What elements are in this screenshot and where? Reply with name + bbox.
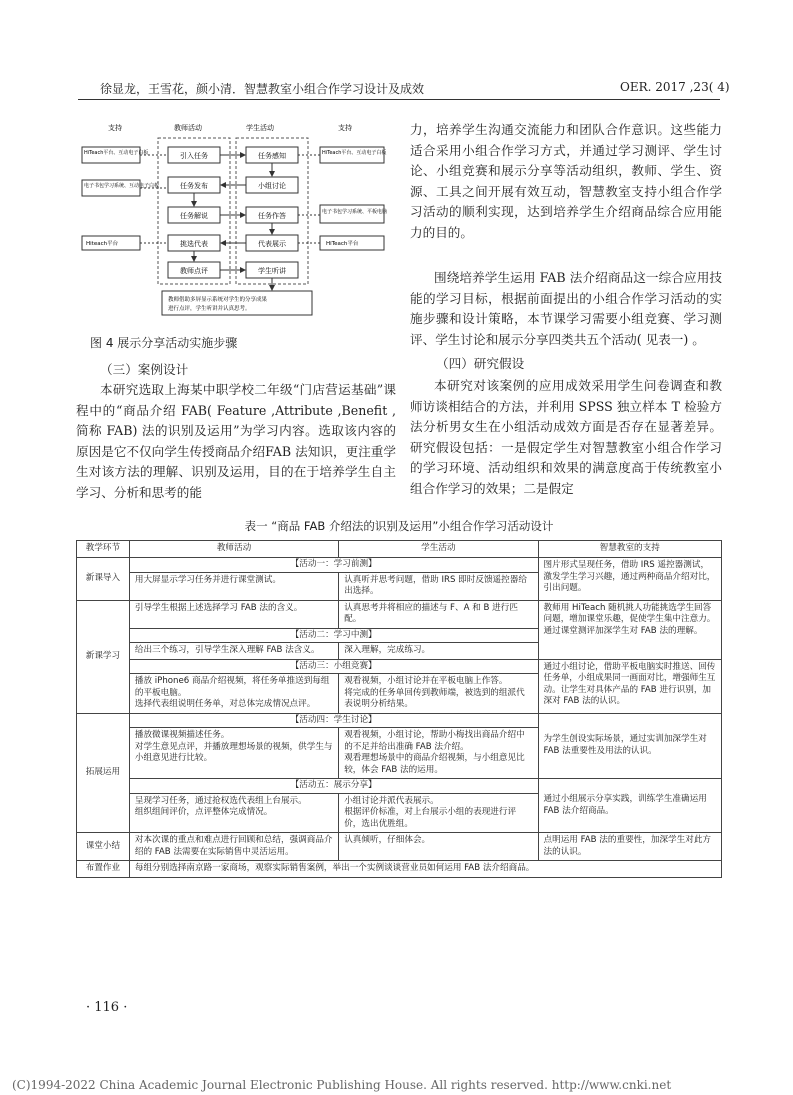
fig-col-label: 支持 [108,124,122,132]
teacher-step: 任务解说 [180,212,208,220]
body-paragraph: 本研究选取上海某中职学校二年级“门店营运基础”课程中的“商品介绍 FAB( Feature ,Attribute ,Benefit ,简称 FAB) 法的识别及运用”为学习内容。选取该内容的原因是它不仅向学生传授商品介绍FAB 法知识，更注重学生对该方法的理解、识别及运用，目的在于培养学生自主学习、分析和思考的能 [76,382,396,500]
section-heading: （三）案例设计 [100,362,189,377]
left-support-connectors [140,155,168,243]
fig-col-label: 学生活动 [246,124,274,132]
copyright-footer: (C)1994-2022 China Academic Journal Electronic Publishing House. All rights reserved. http://www.cnki.net [12,1078,672,1092]
student-step: 任务作答 [258,212,286,220]
activity-label: 【活动四：学生讨论】 [129,713,538,728]
running-header-journal: OER. 2017 ,23( 4) [620,80,730,94]
activity-label: 【活动二：学习中测】 [129,628,538,643]
activity-label: 【活动五：展示分享】 [129,779,538,794]
stage-cell: 布置作业 [77,861,130,878]
section-heading: （四）研究假设 [436,356,525,371]
right-support: HiTeach平台 [326,241,359,247]
homework-cell: 每组分别选择南京路一家商场，观察实际销售案例，举出一个实例谈谈营业员如何运用 FAB 法介绍商品。 [129,861,721,878]
left-support: Hiteach平台 [86,241,119,247]
teacher-step: 引入任务 [180,152,208,160]
support-cell: 图片形式呈现任务，借助 IRS 遥控器测试，激发学生学习兴趣，通过两种商品介绍对比，引出问题。 [538,558,721,601]
support-cell: 通过小组讨论，借助平板电脑实时推送、回传任务单，小组成果同一画面对比，增强师生互动。让学生对具体产品的 FAB 进行识别，加深对 FAB 法的认识。 [538,659,721,713]
stage-cell: 新课导入 [77,558,130,601]
teacher-step: 教师点评 [180,267,208,275]
table-header: 教师活动 [129,541,338,558]
student-cell: 观看视频，小组讨论，帮助小梅找出商品介绍中的不足并给出准确 FAB 法介绍。 观看理想场景中的商品介绍视频，与小组意见比较，体会 FAB 法的运用。 [339,728,538,779]
fig-col-label: 教师活动 [174,124,202,132]
teacher-step: 任务发布 [180,182,208,190]
body-paragraph: 围绕培养学生运用 FAB 法介绍商品这一综合应用技能的学习目标，根据前面提出的小组合作学习活动的实施步骤和设计策略，本节课学习需要小组竞赛、学习测评、学生讨论和展示分享四类共五个活动( 见表一) 。 [410,270,722,347]
support-cell: 教师用 HiTeach 随机挑人功能挑选学生回答问题，增加课堂乐趣，促使学生集中注意力。 通过课堂测评加深学生对 FAB 法的理解。 [538,600,721,659]
student-cell: 认真思考并将相应的描述与 F、A 和 B 进行匹配。 [339,600,538,628]
table-header: 学生活动 [339,541,538,558]
left-support: 电子书包学习系统、互动电子白板 [84,183,160,189]
teacher-cell: 用大屏显示学习任务并进行课堂测试。 [129,572,338,600]
activity-label: 【活动三：小组竞赛】 [129,659,538,674]
teacher-cell: 引导学生根据上述选择学习 FAB 法的含义。 [129,600,338,628]
body-paragraph: 力，培养学生沟通交流能力和团队合作意识。这些能力适合采用小组合作学习方式，并通过学习测评、学生讨论、小组竞赛和展示分享等活动组织，教师、学生、资源、工具之间开展有效互动，智慧教室支持小组合作学习活动的顺利实现，达到培养学生介绍商品综合应用能力的目的。 [410,122,722,240]
table-title: 表一 “商品 FAB 介绍法的识别及运用”小组合作学习活动设计 [244,519,554,533]
activity-label: 【活动一：学习前测】 [129,558,538,573]
activity-design-table [76,540,722,878]
student-step: 代表展示 [258,240,286,248]
figure-caption: 图 4 展示分享活动实施步骤 [90,336,238,350]
teacher-cell: 给出三个练习，引导学生深入理解 FAB 法含义。 [129,643,338,660]
student-cell: 认真倾听，仔细体会。 [339,833,538,861]
header-rule [78,99,720,100]
table-header-row [77,541,722,558]
page-number: · 116 · [86,1000,128,1015]
support-cell: 为学生创设实际场景，通过实训加深学生对 FAB 法重要性及用法的认识。 [538,713,721,779]
student-step: 任务感知 [258,152,286,160]
student-step: 学生听讲 [258,267,286,275]
teacher-cell: 呈现学习任务，通过抢权选代表组上台展示。 组织组间评价，点评整体完成情况。 [129,793,338,833]
teacher-cell: 播放 iPhone6 商品介绍视频，将任务单推送到每组的平板电脑。 选择代表组说明任务单，对总体完成情况点评。 [129,674,338,714]
bottom-note: 教师借助多屏显示系统对学生的分享成果 [168,297,268,303]
stage-cell: 课堂小结 [77,833,130,861]
figure-4-flowchart [76,120,396,320]
flowchart-svg [76,120,396,320]
right-support-connectors [298,155,320,243]
running-header-authors: 徐显龙，王雪花，颜小清．智慧教室小组合作学习设计及成效 [100,82,425,96]
fig-col-label: 支持 [338,124,352,132]
body-paragraph: 本研究对该案例的应用成效采用学生问卷调查和教师访谈相结合的方法，并利用 SPSS 独立样本 T 检验方法分析男女生在小组活动成效方面是否存在显著差异。研究假设包括：一是假定学生对智慧教室小组合作学习的学习环境、活动组织和效果的满意度高于传统教室小组合作学习的效果；二是假定 [410,378,722,496]
student-cell: 认真听并思考问题，借助 IRS 即时反馈遥控器给出选择。 [339,572,538,600]
teacher-cell: 对本次课的重点和难点进行回顾和总结，强调商品介绍的 FAB 法需要在实际销售中灵活运用。 [129,833,338,861]
support-cell: 通过小组展示分享实践，训练学生准确运用 FAB 法介绍商品。 [538,779,721,833]
left-support: HiTeach平台、互动电子白板 [84,150,149,156]
table-header: 智慧教室的支持 [538,541,721,558]
student-step: 小组讨论 [258,182,286,190]
student-cell: 小组讨论并派代表展示。 根据评价标准，对上台展示小组的表现进行评价，选出优胜组。 [339,793,538,833]
bottom-note: 进行点评，学生听讲并认真思考。 [168,306,251,312]
stage-cell: 拓展运用 [77,713,130,833]
stage-cell: 新课学习 [77,600,130,713]
teacher-cell: 播放微课视频描述任务。 对学生意见点评，并播放理想场景的视频，供学生与小组意见进行比较。 [129,728,338,779]
teacher-step: 挑选代表 [180,240,208,248]
support-cell: 点明运用 FAB 法的重要性，加深学生对此方法的认识。 [538,833,721,861]
student-cell: 深入理解，完成练习。 [339,643,538,660]
table-header: 教学环节 [77,541,130,558]
right-support: HiTeach平台、互动电子白板 [322,150,387,156]
right-support: 电子书包学习系统、平板电脑 [322,209,388,215]
student-cell: 观看视频，小组讨论并在平板电脑上作答。 将完成的任务单回传到教师端，被选到的组派代表说明分析结果。 [339,674,538,714]
